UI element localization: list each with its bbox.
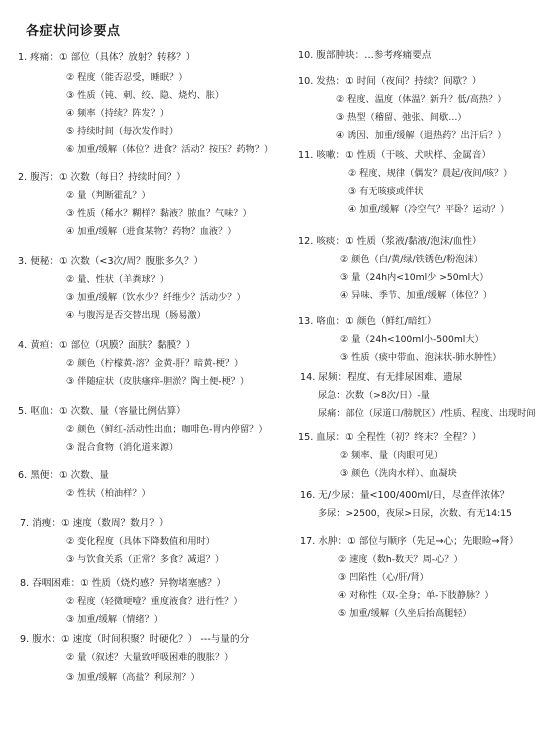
right-note-line: ② 程度、规律（偶发？晨起/夜间/咳？） <box>348 168 513 179</box>
left-note-line: ② 颜色（柠檬黄-溶？金黄-肝？暗黄-梗？） <box>66 358 244 369</box>
right-note-line: 14. 尿频：程度、有无排尿困难、遗尿 <box>300 372 463 383</box>
left-note-line: ② 变化程度（具体下降数值和用时） <box>66 536 215 547</box>
right-note-line: 10. 腹部肿块：…参考疼痛要点 <box>298 50 432 61</box>
left-note-line: ③ 加重/缓解（情绪？） <box>66 614 163 625</box>
right-note-line: ⑤ 加重/缓解（久坐后抬高腿轻） <box>338 608 472 619</box>
left-note-line: ② 量、性状（羊粪球？） <box>66 274 170 285</box>
left-note-line: 6. 黑便：① 次数、量 <box>18 470 110 481</box>
right-note-line: ③ 性质（痰中带血、泡沫状-肺水肿性） <box>340 352 502 363</box>
left-note-line: ③ 性质（钝、刺、绞、隐、烧灼、胀） <box>66 90 225 101</box>
left-note-line: 7. 消瘦：① 速度（数周？数月？） <box>20 518 169 529</box>
right-note-line: ② 颜色（白/黄/绿/铁锈色/粉泡沫） <box>340 254 483 265</box>
page-title: 各症状问诊要点 <box>26 24 121 39</box>
right-note-line: ② 程度、温度（体温？新升？低/高热？） <box>336 94 507 105</box>
left-note-line: ③ 与饮食关系（正常？多食？减退？） <box>66 554 225 565</box>
left-note-line: 3. 便秘：① 次数（<3次/周？腹胀多久？） <box>18 256 204 267</box>
left-note-line: ② 程度（轻微哽噎？重度液食？进行性？） <box>66 596 243 607</box>
left-note-line: ④ 加重/缓解（进食某物？药物？血液？） <box>66 226 237 237</box>
left-note-line: ④ 与腹泻是否交替出现（肠易激） <box>66 310 206 321</box>
left-note-line: 2. 腹泻：① 次数（每日？持续时间？） <box>18 172 186 183</box>
right-note-line: ② 速度（数h-数天？周-心？） <box>338 554 463 565</box>
left-note-line: 4. 黄疸：① 部位（巩膜？面肤？黏膜？） <box>18 340 196 351</box>
left-note-line: ② 颜色（鲜红-活动性出血；咖啡色-胃内停留？） <box>66 424 268 435</box>
left-note-line: ⑤ 持续时间（每次发作时） <box>66 126 179 137</box>
left-note-line: 5. 呕血：① 次数、量（容量比例估算） <box>18 406 186 417</box>
right-note-line: ③ 凹陷性（心/肝/肾） <box>338 572 429 583</box>
left-note-line: ⑥ 加重/缓解（体位？进食？活动？按压？药物？） <box>66 144 274 155</box>
left-note-line: ③ 加重/缓解（饮水少？纤维少？活动少？） <box>66 292 246 303</box>
left-note-line: ③ 混合食物（消化道来源） <box>66 442 179 453</box>
right-note-line: ③ 颜色（洗肉水样）、血凝块 <box>340 468 457 479</box>
right-note-line: 多尿：>2500，夜尿>日尿，次数、有无14:15 <box>318 508 512 519</box>
right-note-line: ② 量（24h<100ml小-500ml大） <box>340 334 484 345</box>
right-note-line: ④ 诱因、加重/缓解（退热药？出汗后？） <box>336 130 507 141</box>
left-note-line: ② 性状（柏油样？） <box>66 488 151 499</box>
right-note-line: ③ 有无咳痰或伴状 <box>348 186 424 197</box>
right-note-line: 16. 无/少尿：量<100/400ml/日，尽查伴浓体？ <box>300 490 510 501</box>
right-note-line: ② 频率、量（肉眼可见） <box>340 450 444 461</box>
right-note-line: 13. 咯血：① 颜色（鲜红/暗红） <box>298 316 437 327</box>
left-note-line: 9. 腹水：① 速度（时间积聚？时硬化？） ---与量的分 <box>20 634 250 645</box>
left-note-line: ④ 频率（持续？阵发？） <box>66 108 170 119</box>
left-note-line: 1. 疼痛：① 部位（具体？放射？转移？） <box>18 52 196 63</box>
left-note-line: ③ 伴随症状（皮肤瘙痒-胆淤？陶土便-梗？） <box>66 376 250 387</box>
left-note-line: 8. 吞咽困难：① 性质（烧灼感？异物堵塞感？） <box>20 578 227 589</box>
right-note-line: 15. 血尿：① 全程性（初？终末？全程？） <box>298 432 482 443</box>
right-note-line: ③ 量（24h内<10ml少 >50ml大） <box>340 272 489 283</box>
left-note-line: ② 量（判断霍乱？） <box>66 190 151 201</box>
left-note-line: ② 程度（能否忍受，睡眠？） <box>66 72 188 83</box>
left-note-line: ② 量（叙述？大量致呼吸困难的腹胀？） <box>66 652 234 663</box>
right-note-line: ④ 加重/缓解（冷空气？平卧？运动？） <box>348 204 510 215</box>
right-note-line: 12. 咳痰：① 性质（浆液/黏液/泡沫/血性） <box>298 236 482 247</box>
left-note-line: ③ 性质（稀水？糊样？黏液？脓血？气味？） <box>66 208 252 219</box>
left-note-line: ③ 加重/缓解（高盐？利尿剂？） <box>66 672 200 683</box>
right-note-line: ④ 对称性（双-全身；单-下肢静脉？） <box>338 590 494 601</box>
right-note-line: 10. 发热：① 时间（夜间？持续？间歇？） <box>298 76 482 87</box>
right-note-line: 11. 咳嗽：① 性质（干咳、犬吠样、金属音） <box>298 150 492 161</box>
right-note-line: ③ 热型（稽留、弛张、间歇…） <box>336 112 467 123</box>
right-note-line: 17. 水肿：① 部位与顺序（先足→心；先眼睑→肾） <box>300 536 519 547</box>
right-note-line: ④ 异味、季节、加重/缓解（体位？） <box>340 290 493 301</box>
right-note-line: 尿痛：部位（尿道口/膀胱区）/性质、程度、出现时间 <box>318 408 536 419</box>
right-note-line: 尿急：次数（>8次/日）-量 <box>318 390 430 401</box>
